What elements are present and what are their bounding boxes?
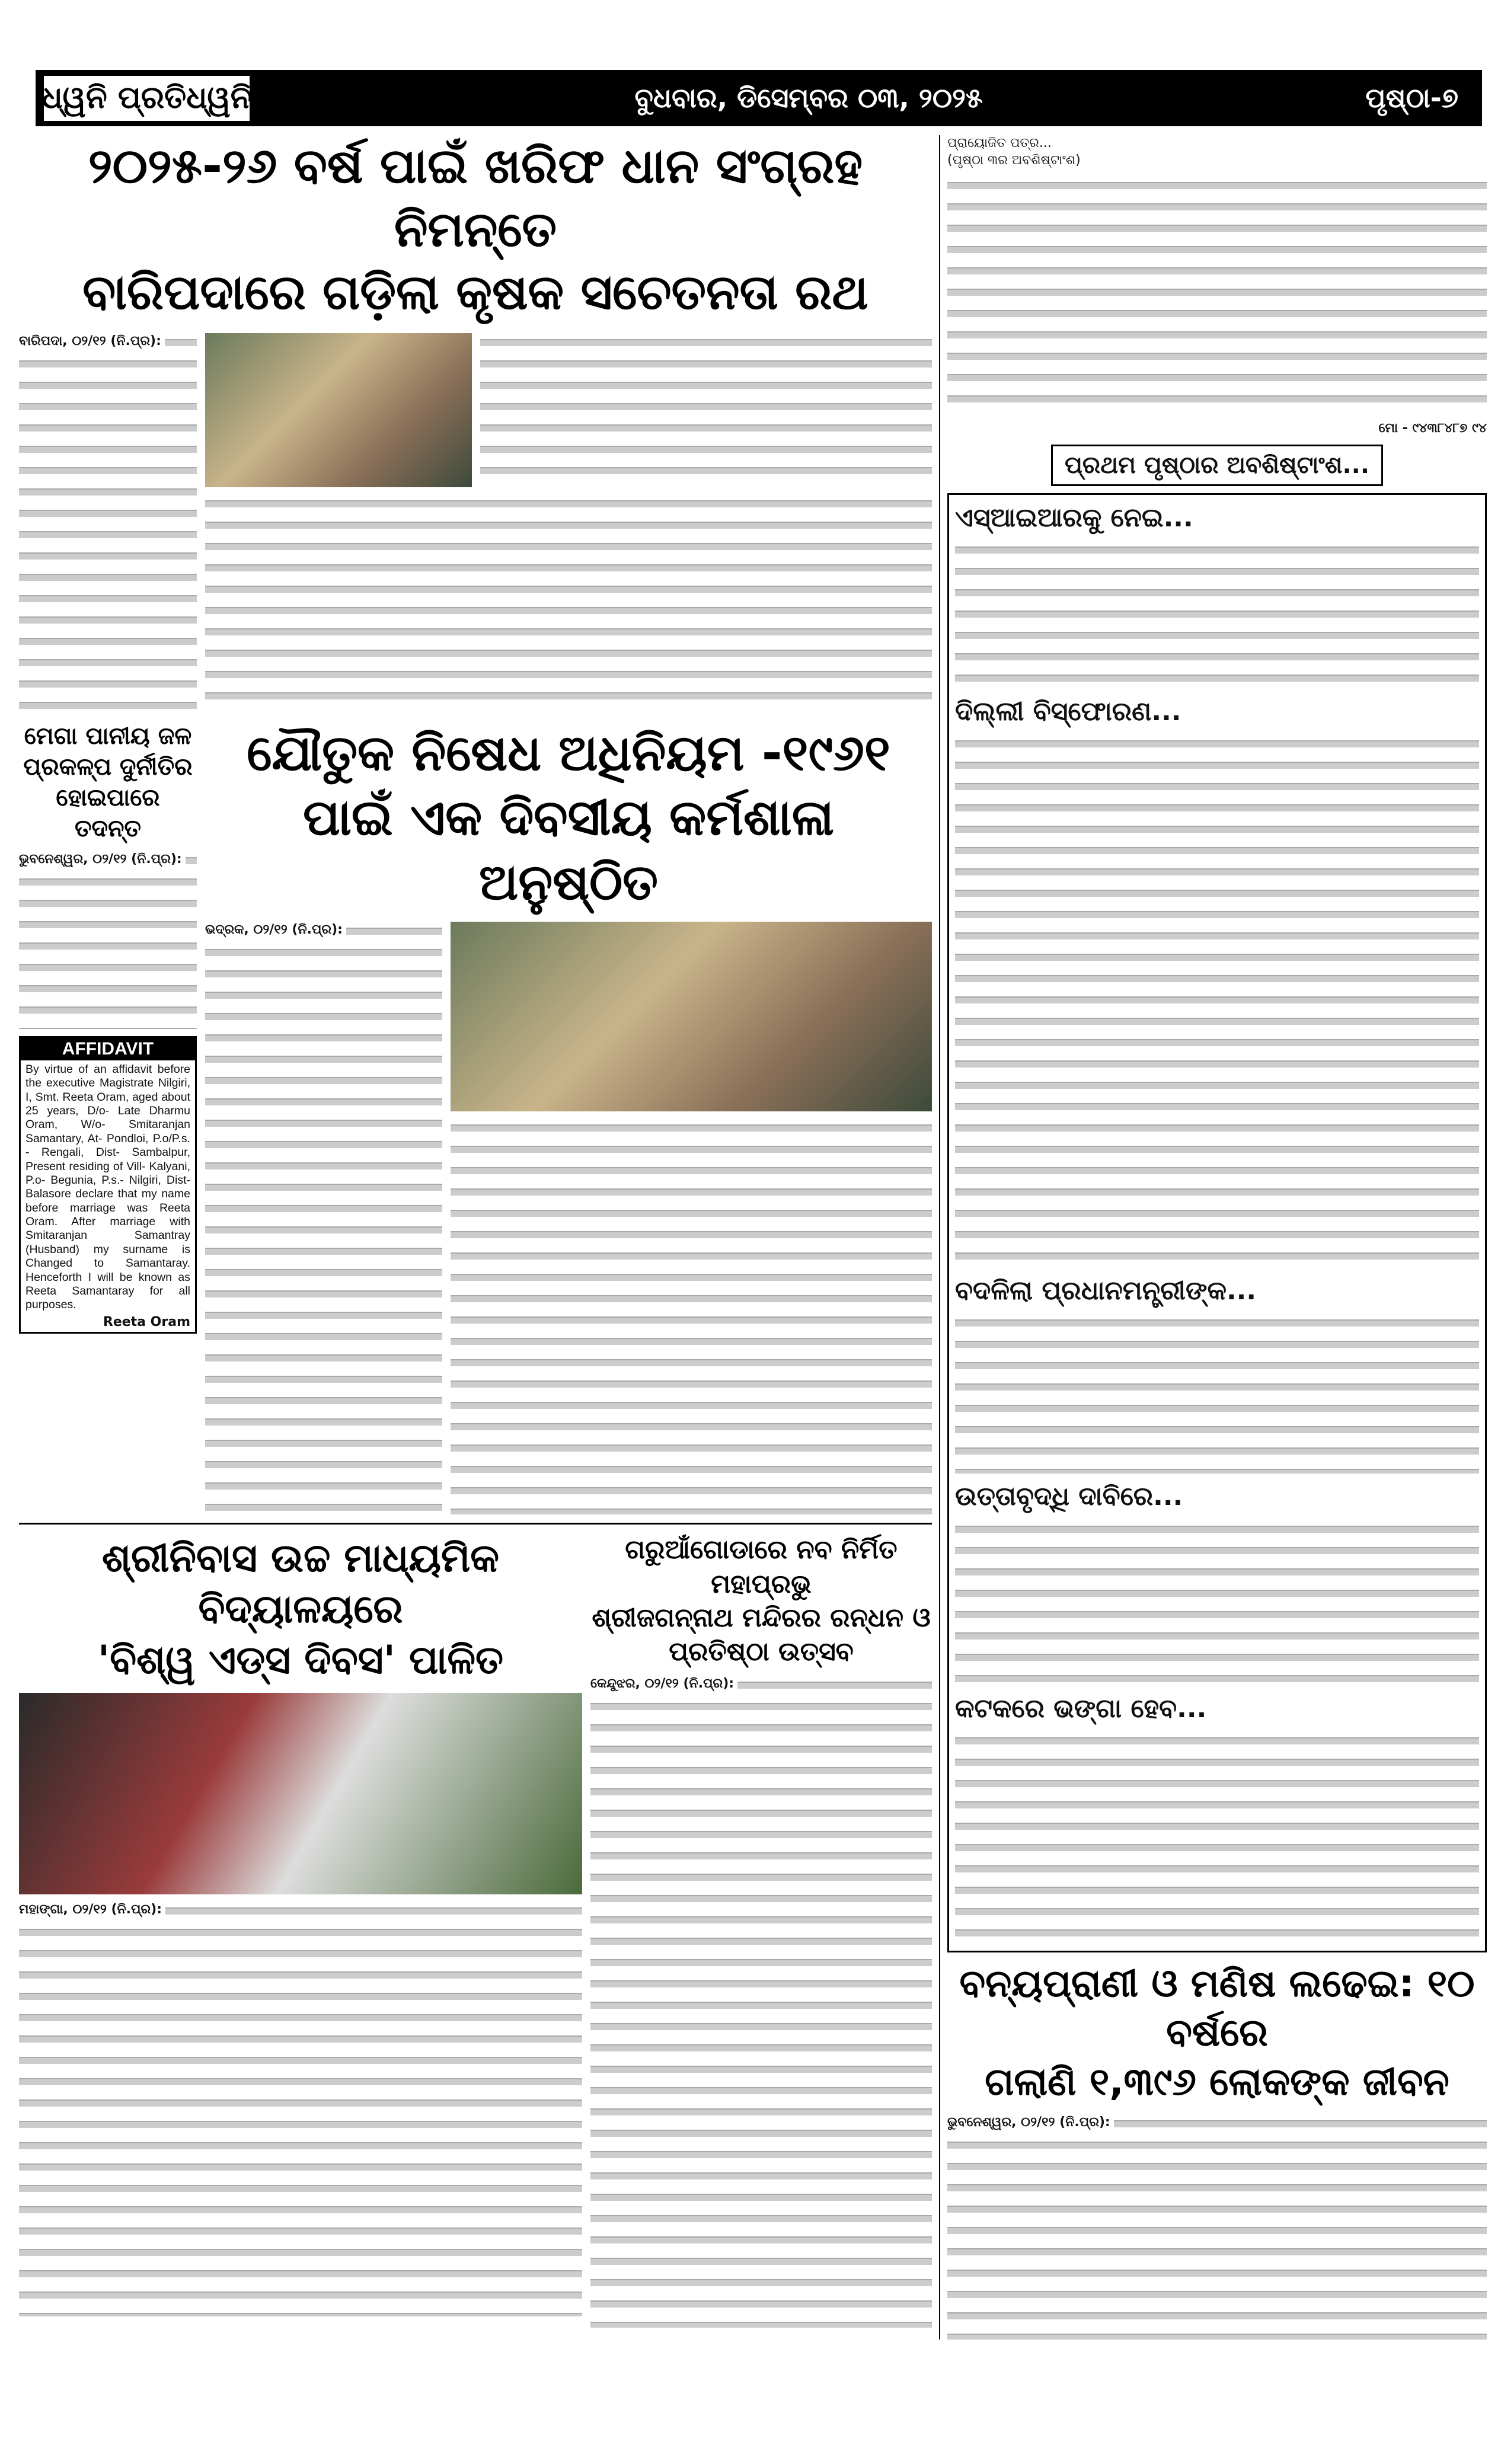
temple-headline [590,1533,932,1669]
section-sir-body [955,541,1479,689]
dowry-headline [205,721,932,915]
kharif-photo [205,333,472,487]
mega-water-headline: ମେଗା ପାନୀୟ ଜଳ ପ୍ରକଳ୍ପ ଦୁର୍ନୀତିର ହୋଇପାରେ ତଦନ୍ତ [23,722,193,842]
section-cuttack-body [955,1731,1479,1945]
left-area [19,135,932,2328]
sponsored-signature: ମୋ - ୯୪୩୮୪୮୭ ୯୪ [1378,421,1487,436]
page-columns [19,135,1487,2340]
headline-line: ବାରିପଦାରେ ଗଡ଼ିଲା କୃଷକ ସଚେତନତା ରଥ [82,264,868,321]
headline-line: 'ବିଶ୍ୱ ଏଡ୍ସ ଦିବସ' ପାଳିତ [97,1637,504,1683]
aids-day-body [19,1901,582,2316]
kharif-body [19,333,197,712]
kharif-article [19,333,932,712]
dowry-article [205,721,932,1515]
dateline: ମହାଙ୍ଗା, ୦୨/୧୨ (ନି.ପ୍ର): [19,1901,165,1921]
dowry-photo [451,922,932,1111]
sponsored-title: ପ୍ରାୟୋଜିତ ପତ୍ର... [947,136,1052,151]
wildlife-headline [947,1960,1487,2108]
headline-line: ବନ୍ୟପ୍ରାଣୀ ଓ ମଣିଷ ଲଢେଇ: ୧୦ ବର୍ଷରେ [959,1961,1475,2055]
masthead-band [36,70,1482,126]
bottom-row [19,1533,932,2328]
kharif-headline [19,135,932,325]
sponsored-letter [947,135,1487,169]
dowry-body-cont [451,1118,932,1514]
issue-date: ବୁଧବାର, ଡିସେମ୍ବର ୦୩, ୨୦୨୫ [634,81,983,114]
dateline: ଭୁବନେଶ୍ୱର, ୦୨/୧୨ (ନି.ପ୍ର): [947,2114,1114,2134]
temple-body [590,1676,932,2328]
temple-article [590,1533,932,2328]
right-column [939,135,1487,2340]
dateline: ଭଦ୍ରକ, ୦୨/୧୨ (ନି.ପ୍ର): [205,922,346,941]
headline-line: ଶ୍ରୀନିବାସ ଉଚ୍ଚ ମାଧ୍ୟମିକ ବିଦ୍ୟାଳୟରେ [101,1535,500,1632]
sponsored-subtitle: (ପୃଷ୍ଠା ୩ର ଅବଶିଷ୍ଟାଂଶ) [947,152,1081,168]
headline-line: ଗଲାଣି ୧,୩୯୬ ଲୋକଙ୍କ ଜୀବନ [985,2060,1449,2105]
continued-frame [947,493,1487,1952]
divider [19,1523,932,1525]
headline-line: ଯୌତୁକ ନିଷେଧ ଅଧିନିୟମ -୧୯୬୧ [247,723,890,782]
left-narrow-col [19,721,197,1334]
headline-line: ପାଇଁ ଏକ ଦିବସୀୟ କର୍ମଶାଳା ଅନୁଷ୍ଠିତ [302,788,835,912]
kharif-right [205,333,932,712]
continued-box: ପ୍ରଥମ ପୃଷ୍ଠାର ଅବଶିଷ୍ଟାଂଶ... [1051,445,1383,486]
mega-water-body [19,851,197,1029]
dowry-content [205,922,932,1514]
kharif-body-cont [480,333,932,487]
dowry-body [205,922,442,1514]
aids-day-article [19,1533,582,2316]
headline-line: ଗରୁଆଁଗୋଡାରେ ନବ ନିର୍ମିତ ମହାପ୍ରଭୁ [625,1535,898,1599]
dateline: କେନ୍ଦୁଝର, ୦୨/୧୨ (ନି.ପ୍ର): [590,1676,737,1695]
aids-day-photo [19,1693,582,1894]
dateline: ଭୁବନେଶ୍ୱର, ୦୨/୧୨ (ନି.ପ୍ର): [19,851,186,871]
affidavit-box [19,1036,197,1334]
section-pm: ବଦଳିଲା ପ୍ରଧାନମନ୍ତ୍ରୀଙ୍କ... [955,1276,1257,1306]
page-number: ପୃଷ୍ଠା-୭ [1365,81,1458,114]
affidavit-title: AFFIDAVIT [21,1038,195,1060]
aids-day-headline [19,1533,582,1685]
section-demand: ଉତ୍ତାବୃଦ୍ଧି ଦାବିରେ... [955,1481,1183,1512]
section-delhi-blast-body [955,734,1479,1268]
wildlife-body [947,2114,1487,2340]
dateline: ବାରିପଦା, ୦୨/୧୨ (ନି.ପ୍ର): [19,333,165,353]
headline-line: ଶ୍ରୀଜଗନ୍ନାଥ ମନ୍ଦିରର ରନ୍ଧନ ଓ ପ୍ରତିଷ୍ଠା ଉତ୍ସବ [592,1602,931,1667]
section-sir: ଏସ୍ଆଇଆରକୁ ନେଇ... [955,502,1193,533]
kharif-photo-row [205,333,932,487]
headline-line: ୨୦୨୫-୨୬ ବର୍ଷ ପାଇଁ ଖରିଫ ଧାନ ସଂଗ୍ରହ ନିମନ୍ତେ [88,138,863,258]
affidavit-text: By virtue of an affidavit before the executive Magistrate Nilgiri, I, Smt. Reeta Oram, aged about 25 years, D/o- Late Dharmu Oram, W/o- Smitaranjan Samantary, At- Pondloi, P.o/P.s. - Rengali, Dist- Sambalpur, Present residing of Vill- Kalyani, P.o- Begunia, P.s.- Nilgiri, Dist- Balasore declare that my name before marriage was Reeta Oram. After marriage with Smitaranjan Samantray (Husband) my surname is Changed to Samantaray. Henceforth I will be known as Reeta Samantaray for all purposes. [25,1062,190,1312]
section-demand-body [955,1520,1479,1686]
middle-row [19,721,932,1515]
kharif-body-cont2 [205,494,932,712]
section-delhi-blast: ଦିଲ୍ଲୀ ବିସ୍ଫୋରଣ... [955,696,1181,727]
sponsored-body [947,176,1487,413]
affidavit-signature: Reeta Oram [103,1314,190,1330]
section-pm-body [955,1314,1479,1474]
newspaper-logo: ଧ୍ୱନି ପ୍ରତିଧ୍ୱନି [41,73,252,123]
section-cuttack: କଟକରେ ଭଙ୍ଗା ହେବ... [955,1693,1207,1724]
dowry-right [451,922,932,1514]
